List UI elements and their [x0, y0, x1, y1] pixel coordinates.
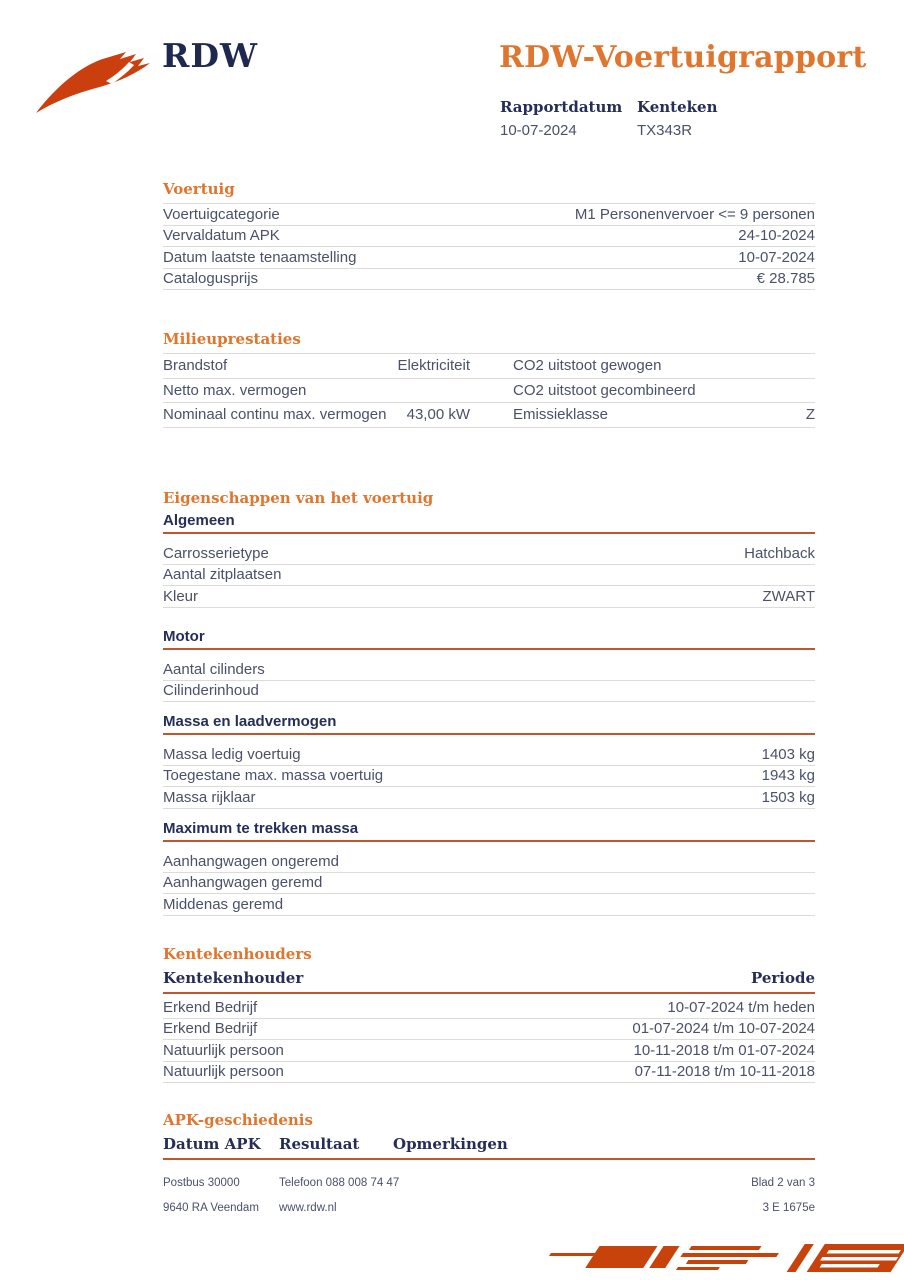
trekken-table — [163, 848, 815, 916]
table-row — [163, 543, 815, 565]
section-heading: APK-geschiedenis — [163, 1111, 313, 1129]
column-header-period: Periode — [750, 969, 815, 987]
license-plate-block — [637, 98, 717, 139]
footer-phone: Telefoon 088 008 74 47 — [279, 1176, 400, 1189]
row-label: Catalogusprijs — [163, 270, 259, 288]
rdw-speed-stripes-graphic — [524, 1236, 904, 1280]
footer-doc-code: 3 E 1675e — [762, 1201, 815, 1214]
holder-cell: Natuurlijk persoon — [163, 1041, 284, 1059]
section-heading: Eigenschappen van het voertuig — [163, 489, 434, 507]
row-label: Nominaal continu max. vermogen — [163, 406, 387, 424]
subsection-massa — [163, 714, 815, 809]
row-label: Massa ledig voertuig — [163, 745, 301, 763]
row-label: Aantal zitplaatsen — [163, 566, 282, 584]
section-heading: Kentekenhouders — [163, 945, 312, 963]
algemeen-table — [163, 540, 815, 608]
row-label: Carrosserietype — [163, 544, 269, 562]
column-header-datum-apk: Datum APK — [163, 1135, 261, 1153]
rdw-wordmark: RDW — [162, 36, 259, 75]
row-label: CO2 uitstoot gewogen — [513, 357, 662, 375]
kentekenhouders-table — [163, 994, 815, 1083]
table-row — [163, 1062, 815, 1084]
section-milieuprestaties — [163, 331, 815, 428]
table-row — [163, 1040, 815, 1062]
holder-cell: Erkend Bedrijf — [163, 998, 258, 1016]
row-label: CO2 uitstoot gecombineerd — [513, 381, 696, 399]
report-meta — [500, 98, 717, 139]
column-header-holder: Kentekenhouder — [163, 969, 304, 987]
row-value: M1 Personenvervoer <= 9 personen — [574, 205, 815, 223]
table-row — [163, 354, 815, 379]
table-row — [163, 787, 815, 809]
table-row — [163, 269, 815, 291]
subsection-heading: Massa en laadvermogen — [163, 714, 815, 735]
table-row — [163, 744, 815, 766]
table-row — [163, 681, 815, 703]
table-row — [163, 1019, 815, 1041]
license-plate-value: TX343R — [637, 122, 693, 139]
massa-table — [163, 741, 815, 809]
row-label: Datum laatste tenaamstelling — [163, 248, 357, 266]
section-apk-geschiedenis — [163, 1112, 815, 1160]
report-date-label: Rapportdatum — [500, 98, 623, 116]
row-value: 10-07-2024 — [738, 248, 815, 266]
table-row — [163, 586, 815, 608]
row-value: 1943 kg — [761, 767, 815, 785]
rdw-feather-logo-icon — [34, 50, 154, 118]
row-value: 43,00 kW — [406, 406, 470, 424]
period-cell: 10-11-2018 t/m 01-07-2024 — [633, 1041, 815, 1059]
row-label: Aanhangwagen ongeremd — [163, 852, 339, 870]
row-label: Netto max. vermogen — [163, 381, 307, 399]
row-label: Voertuigcategorie — [163, 205, 280, 223]
footer-website-link[interactable]: www.rdw.nl — [279, 1201, 337, 1214]
row-value: Elektriciteit — [397, 357, 470, 375]
table-row — [163, 894, 815, 916]
column-header-resultaat: Resultaat — [279, 1135, 360, 1153]
section-heading: Milieuprestaties — [163, 330, 301, 348]
row-value: ZWART — [762, 587, 815, 605]
apk-header-row — [163, 1135, 815, 1160]
row-value: 24-10-2024 — [738, 227, 815, 245]
section-heading: Voertuig — [163, 180, 235, 198]
table-row — [163, 379, 815, 404]
subsection-heading: Motor — [163, 629, 815, 650]
row-label: Kleur — [163, 587, 199, 605]
voertuig-table — [163, 203, 815, 290]
table-row — [163, 659, 815, 681]
column-header-opmerkingen: Opmerkingen — [393, 1135, 508, 1153]
table-row — [163, 226, 815, 248]
report-date-value: 10-07-2024 — [500, 122, 577, 139]
license-plate-label: Kenteken — [637, 98, 718, 116]
row-label: Emissieklasse — [513, 406, 609, 424]
table-row — [163, 851, 815, 873]
subsection-algemeen — [163, 513, 815, 608]
holder-cell: Natuurlijk persoon — [163, 1063, 284, 1081]
page-footer — [163, 1170, 815, 1220]
report-date-block — [500, 98, 637, 139]
section-voertuig — [163, 181, 815, 290]
row-label: Brandstof — [163, 357, 228, 375]
row-label: Vervaldatum APK — [163, 227, 280, 245]
row-label: Aantal cilinders — [163, 660, 265, 678]
subsection-trekken-massa — [163, 821, 815, 916]
row-value: € 28.785 — [756, 270, 815, 288]
row-label: Middenas geremd — [163, 895, 284, 913]
table-row — [163, 565, 815, 587]
period-cell: 10-07-2024 t/m heden — [667, 998, 815, 1016]
footer-page-number: Blad 2 van 3 — [751, 1176, 815, 1189]
subsection-heading: Maximum te trekken massa — [163, 821, 815, 842]
row-value: Z — [805, 406, 815, 424]
kentekenhouders-header-row — [163, 969, 815, 994]
footer-address-line2: 9640 RA Veendam — [163, 1201, 259, 1214]
table-row — [163, 997, 815, 1019]
table-row — [163, 766, 815, 788]
footer-row — [163, 1195, 815, 1220]
row-label: Massa rijklaar — [163, 788, 256, 806]
section-eigenschappen-heading — [163, 490, 815, 506]
row-label: Toegestane max. massa voertuig — [163, 767, 384, 785]
row-value: 1403 kg — [761, 745, 815, 763]
table-row — [163, 403, 815, 428]
section-kentekenhouders — [163, 946, 815, 1083]
row-label: Aanhangwagen geremd — [163, 874, 323, 892]
milieu-table — [163, 353, 815, 428]
period-cell: 01-07-2024 t/m 10-07-2024 — [632, 1020, 815, 1038]
period-cell: 07-11-2018 t/m 10-11-2018 — [634, 1063, 815, 1081]
footer-row — [163, 1170, 815, 1195]
subsection-heading: Algemeen — [163, 513, 815, 534]
table-row — [163, 247, 815, 269]
row-value: 1503 kg — [761, 788, 815, 806]
holder-cell: Erkend Bedrijf — [163, 1020, 258, 1038]
table-row — [163, 873, 815, 895]
row-value: Hatchback — [744, 544, 815, 562]
table-row — [163, 204, 815, 226]
motor-table — [163, 656, 815, 702]
row-label: Cilinderinhoud — [163, 682, 259, 700]
page-title: RDW-Voertuigrapport — [499, 40, 867, 75]
subsection-motor — [163, 629, 815, 702]
footer-address-line1: Postbus 30000 — [163, 1176, 240, 1189]
